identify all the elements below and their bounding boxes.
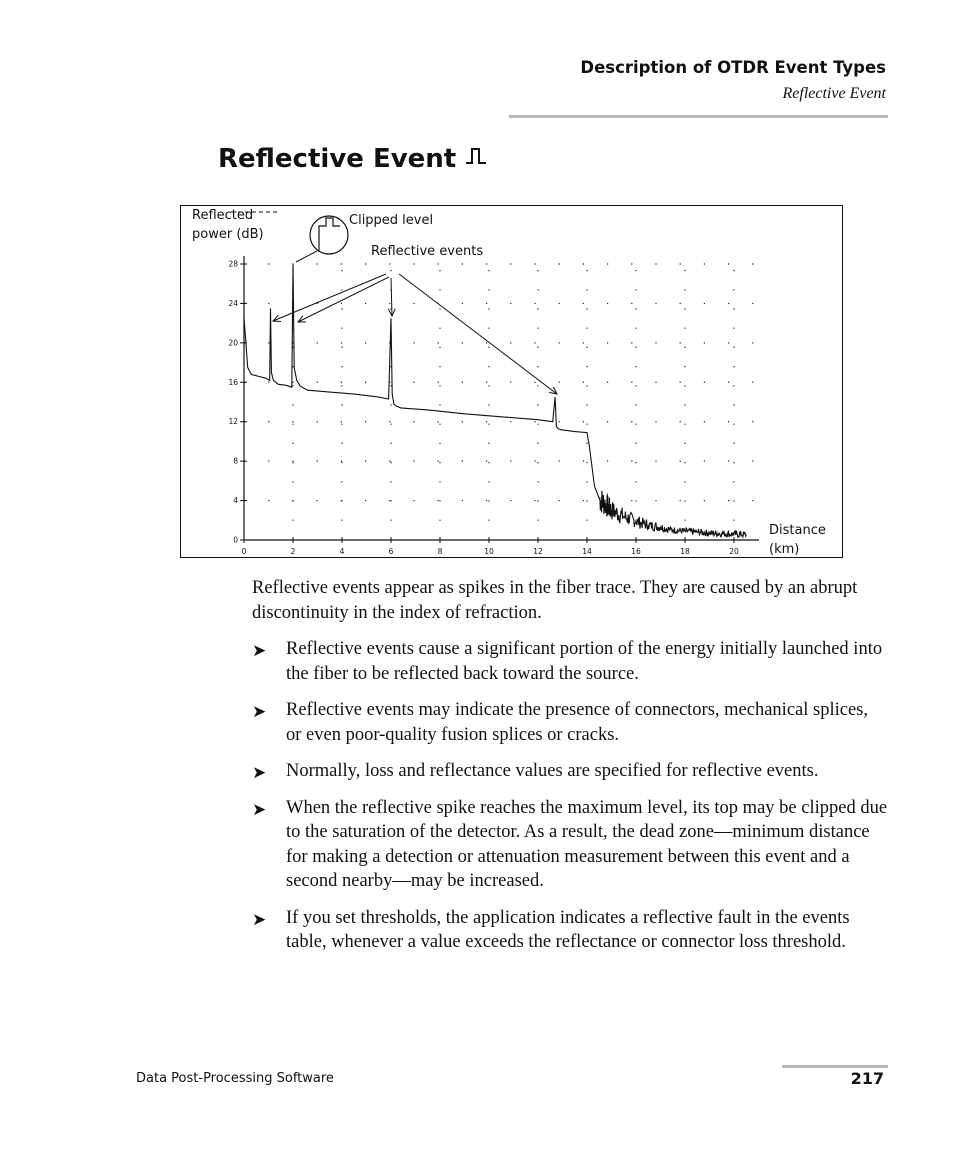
header-divider — [509, 115, 888, 118]
list-item — [252, 698, 888, 747]
chapter-title: Description of OTDR Event Types — [580, 58, 886, 77]
intro-paragraph — [252, 576, 888, 625]
y-tick-label: 8 — [233, 456, 238, 466]
running-header — [580, 58, 886, 103]
annotation-arrow — [298, 277, 389, 322]
bullet-text: Reflective events may indicate the presence of connectors, mechanical splices, or even poor-quality fusion splices or cracks. — [286, 700, 868, 745]
bullet-text: Normally, loss and reflectance values are specified for reflective events. — [286, 761, 819, 781]
otdr-trace-line — [244, 264, 746, 537]
reflective-events-label: Reflective events — [371, 244, 484, 259]
page-title-block — [218, 144, 488, 174]
bullet-arrow-icon: ➤ — [252, 763, 267, 783]
clipped-spike-magnifier — [310, 216, 348, 254]
y-tick-label: 4 — [233, 496, 238, 506]
footer-doc-title: Data Post-Processing Software — [136, 1071, 334, 1086]
x-tick-label: 6 — [388, 547, 394, 556]
list-item — [252, 796, 888, 894]
section-title: Reflective Event — [782, 85, 886, 102]
y-tick-label: 24 — [228, 298, 238, 308]
x-tick-label: 10 — [484, 547, 494, 556]
annotation-arrow — [273, 274, 386, 321]
bullet-arrow-icon: ➤ — [252, 799, 267, 820]
list-item — [252, 906, 888, 955]
bullet-text: Reflective events cause a significant portion of the energy initially launched into the fiber to be reflected back toward the source. — [286, 639, 883, 684]
x-tick-label: 20 — [729, 547, 739, 556]
footer-divider — [782, 1065, 888, 1068]
list-item — [252, 637, 888, 686]
annotation-arrow — [399, 274, 557, 394]
x-axis-label-line1: Distance — [769, 523, 826, 538]
list-item — [252, 759, 888, 784]
x-tick-label: 16 — [631, 547, 641, 556]
x-tick-label: 8 — [437, 547, 443, 556]
y-tick-label: 28 — [228, 259, 238, 269]
x-tick-label: 0 — [241, 547, 247, 556]
x-tick-label: 18 — [680, 547, 690, 556]
x-tick-label: 2 — [290, 547, 296, 556]
bullet-arrow-icon: ➤ — [252, 702, 267, 722]
annotation-arrow — [391, 278, 392, 316]
page-number: 217 — [850, 1069, 884, 1088]
x-tick-label: 14 — [582, 547, 592, 556]
magnifier-pointer — [296, 251, 317, 262]
x-tick-label: 4 — [339, 547, 345, 556]
bullet-text: If you set thresholds, the application indicates a reflective fault in the events table, whenever a value exceeds the reflectance or connector loss threshold. — [286, 907, 850, 952]
y-tick-label: 0 — [233, 535, 238, 545]
x-axis-label-line2: (km) — [769, 542, 800, 557]
chart-grid — [244, 258, 759, 540]
bullet-text: When the reflective spike reaches the maximum level, its top may be clipped due to the saturation of the detector. As a result, the dead zone—minimum distance for making a detection or attenuation measurement between this event and a second nearby—may be increased. — [286, 797, 888, 891]
chart-ticks — [228, 260, 739, 557]
intro-text: Reflective events appear as spikes in the fiber trace. They are caused by an abrupt discontinuity in the index of refraction. — [252, 578, 858, 623]
y-tick-label: 20 — [228, 338, 238, 348]
x-tick-label: 12 — [533, 547, 543, 556]
y-tick-label: 12 — [228, 417, 238, 427]
y-axis-label-line2: power (dB) — [192, 227, 264, 242]
chart-annotations — [231, 212, 557, 394]
bullet-list — [252, 637, 888, 967]
chart-axes — [244, 256, 759, 540]
otdr-trace-chart — [181, 206, 842, 557]
bullet-arrow-icon: ➤ — [252, 641, 267, 661]
bullet-arrow-icon: ➤ — [252, 909, 267, 930]
y-axis-label-line1: Reflected — [192, 208, 254, 223]
otdr-trace-figure — [180, 205, 843, 558]
clipped-level-label: Clipped level — [349, 213, 434, 228]
reflective-event-icon — [464, 144, 488, 174]
y-tick-label: 16 — [228, 377, 238, 387]
page-title: Reflective Event — [218, 144, 457, 174]
